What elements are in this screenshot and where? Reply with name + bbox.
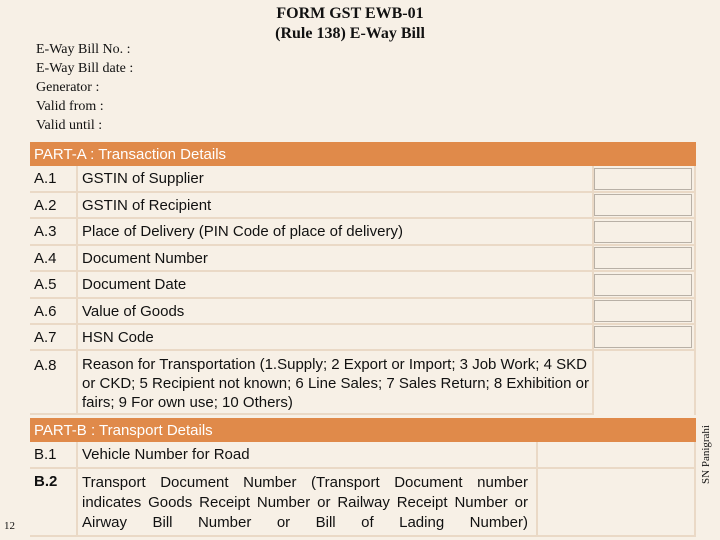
bill-meta bbox=[36, 40, 133, 135]
part-b-table bbox=[30, 442, 696, 537]
row-label: GSTIN of Supplier bbox=[78, 166, 594, 193]
author-credit: SN Panigrahi bbox=[700, 425, 712, 484]
row-code: B.1 bbox=[30, 442, 78, 469]
row-code: A.1 bbox=[30, 166, 78, 193]
meta-generator: Generator : bbox=[36, 80, 100, 95]
value-field[interactable] bbox=[594, 300, 692, 322]
value-field[interactable] bbox=[594, 326, 692, 348]
row-label: Value of Goods bbox=[78, 299, 594, 325]
value-field[interactable] bbox=[594, 168, 692, 190]
value-field[interactable] bbox=[538, 442, 696, 469]
row-code: A.5 bbox=[30, 272, 78, 299]
table-row bbox=[30, 219, 696, 246]
meta-bill-date: E-Way Bill date : bbox=[36, 61, 134, 76]
row-label: Vehicle Number for Road bbox=[78, 442, 538, 469]
row-label: GSTIN of Recipient bbox=[78, 193, 594, 219]
table-row bbox=[30, 469, 696, 537]
table-row bbox=[30, 442, 696, 469]
value-field[interactable] bbox=[538, 469, 696, 537]
part-a-table bbox=[30, 166, 696, 415]
row-label: Reason for Transportation (1.Supply; 2 Export or Import; 3 Job Work; 4 SKD or CKD; 5 Recipient not known; 6 Line Sales; 7 Sales Return; 8 Exhibition or fairs; 9 For own use; 10 Others) bbox=[78, 351, 594, 415]
row-label: Document Number bbox=[78, 246, 594, 272]
form-title-line2: (Rule 138) E-Way Bill bbox=[275, 25, 425, 42]
form-title-line1: FORM GST EWB-01 bbox=[276, 5, 424, 22]
row-code: A.8 bbox=[30, 351, 78, 415]
table-row bbox=[30, 299, 696, 325]
row-label: HSN Code bbox=[78, 325, 594, 351]
part-a-header: PART-A : Transaction Details bbox=[30, 142, 696, 166]
meta-bill-no: E-Way Bill No. : bbox=[36, 42, 131, 57]
form-title bbox=[250, 4, 450, 44]
row-label: Transport Document Number (Transport Document number indicates Goods Receipt Number or Railway Receipt Number or Airway Bill Number or Bill of Lading Number) bbox=[78, 469, 538, 537]
value-field[interactable] bbox=[594, 247, 692, 269]
row-code: A.4 bbox=[30, 246, 78, 272]
value-field[interactable] bbox=[594, 274, 692, 296]
value-field[interactable] bbox=[594, 221, 692, 243]
row-code: A.2 bbox=[30, 193, 78, 219]
table-row bbox=[30, 246, 696, 272]
meta-valid-from: Valid from : bbox=[36, 99, 104, 114]
meta-valid-until: Valid until : bbox=[36, 118, 103, 133]
row-code: A.3 bbox=[30, 219, 78, 246]
row-code: B.2 bbox=[30, 469, 78, 537]
page-number: 12 bbox=[4, 520, 15, 532]
table-row bbox=[30, 166, 696, 193]
table-row bbox=[30, 325, 696, 351]
row-code: A.7 bbox=[30, 325, 78, 351]
value-field[interactable] bbox=[594, 194, 692, 216]
table-row bbox=[30, 272, 696, 299]
row-label: Place of Delivery (PIN Code of place of delivery) bbox=[78, 219, 594, 246]
row-label: Document Date bbox=[78, 272, 594, 299]
table-row bbox=[30, 351, 696, 415]
part-b-header: PART-B : Transport Details bbox=[30, 418, 696, 442]
row-code: A.6 bbox=[30, 299, 78, 325]
table-row bbox=[30, 193, 696, 219]
